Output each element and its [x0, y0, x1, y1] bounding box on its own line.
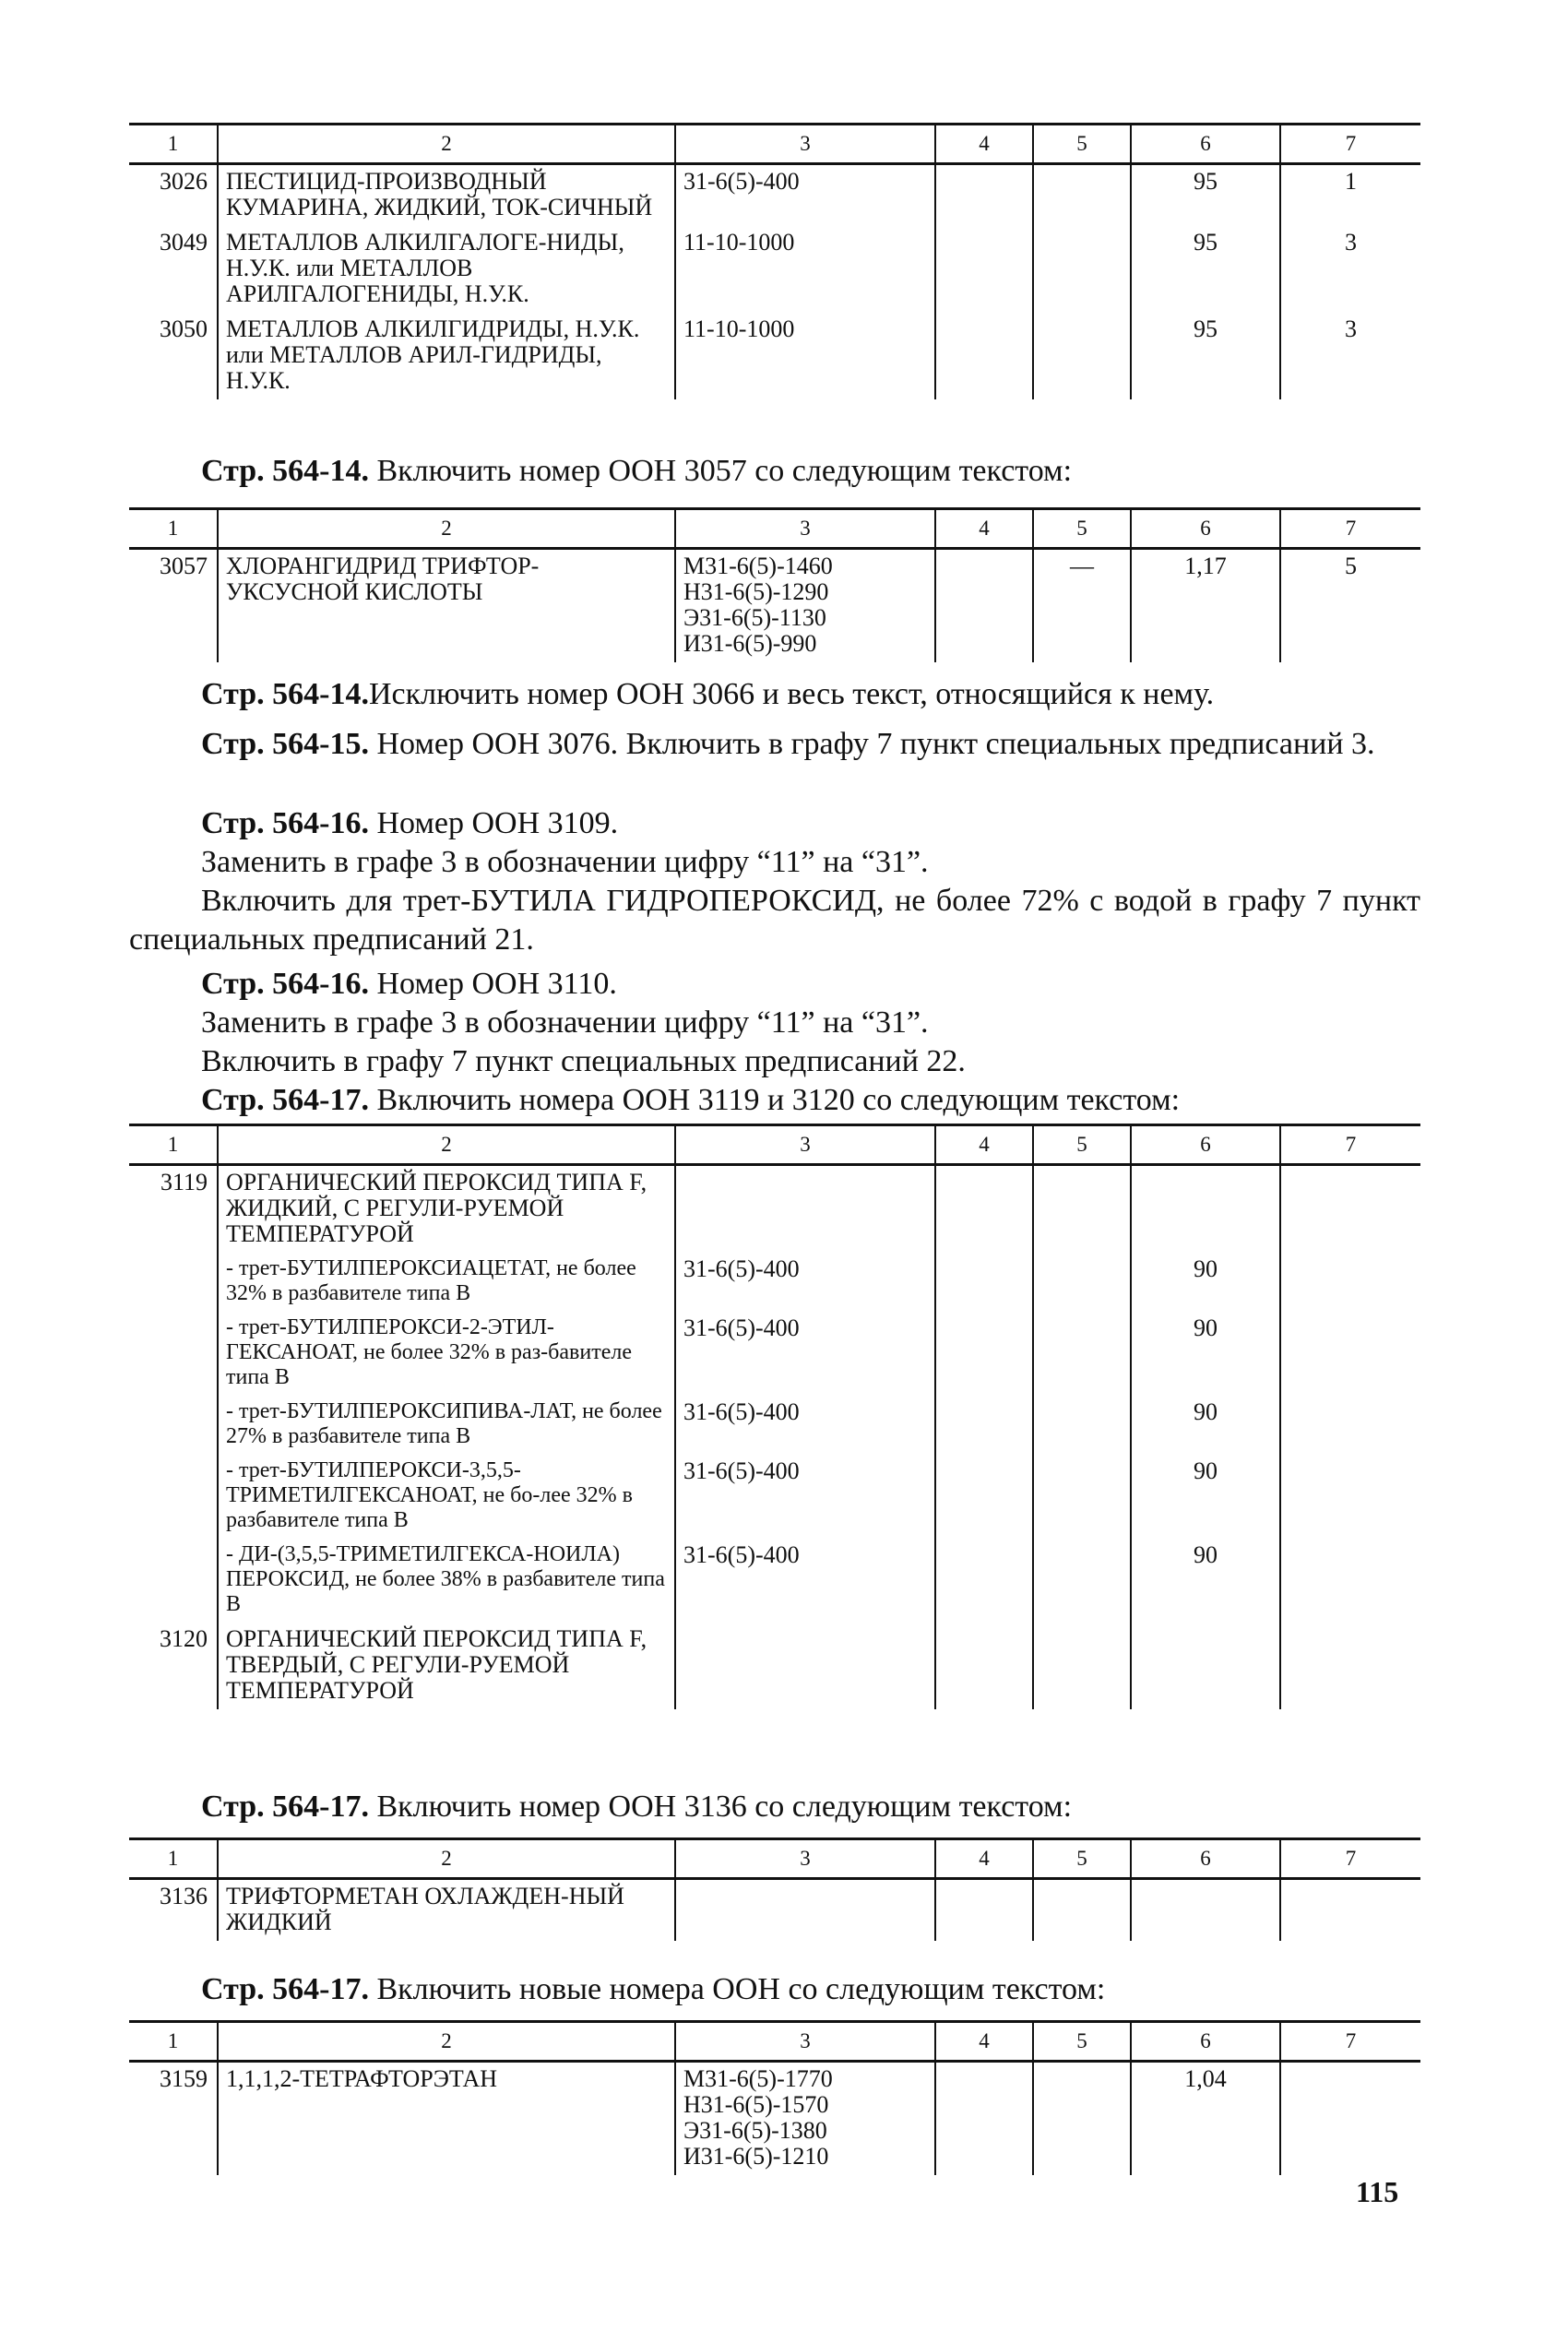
designation: 31-6(5)-400	[675, 1396, 935, 1455]
table-un-3119-3120	[129, 1124, 1420, 1709]
col-6-value: 1,04	[1131, 2062, 1280, 2176]
page-reference: Стр. 564-17.	[201, 1083, 369, 1117]
page-reference: Стр. 564-15.	[201, 727, 369, 761]
substance-variant: - трет-БУТИЛПЕРОКСИ-2-ЭТИЛ-ГЕКСАНОАТ, не более 32% в раз-бавителе типа В	[218, 1312, 675, 1396]
col-6-value: 90	[1131, 1396, 1280, 1455]
instruction-text: Включить номер ООН 3057 со следующим текстом:	[368, 454, 1073, 488]
substance-name: ОРГАНИЧЕСКИЙ ПЕРОКСИД ТИПА F, ЖИДКИЙ, С РЕГУЛИ-РУЕМОЙ ТЕМПЕРАТУРОЙ	[218, 1165, 675, 1254]
instruction-text: Включить номера ООН 3119 и 3120 со следующим текстом:	[368, 1083, 1181, 1117]
designation: 31-6(5)-400	[675, 1253, 935, 1312]
col-header-6: 6	[1131, 125, 1280, 164]
col-6-value: 90	[1131, 1455, 1280, 1539]
col-4-value	[935, 164, 1033, 227]
table-row	[129, 226, 1420, 313]
col-header-6: 6	[1131, 2022, 1280, 2062]
designation-list	[675, 549, 935, 663]
col-4-value	[935, 226, 1033, 313]
col-header-4: 4	[935, 1839, 1033, 1879]
col-4-value	[935, 2062, 1033, 2176]
col-5-value	[1033, 313, 1131, 399]
designation: М31-6(5)-1460	[683, 553, 833, 579]
instruction-paragraph	[129, 725, 1420, 764]
col-6-value: 90	[1131, 1312, 1280, 1396]
un-number: 3136	[160, 1883, 208, 1909]
designation: Э31-6(5)-1130	[683, 604, 826, 631]
table-row	[129, 1623, 1420, 1709]
col-6-value: 1,17	[1131, 549, 1280, 663]
table-un-3136	[129, 1837, 1420, 1941]
page-reference: Стр. 564-14.	[201, 454, 369, 488]
table-header-row	[129, 509, 1420, 549]
col-header-1: 1	[129, 2022, 218, 2062]
table-row	[129, 549, 1420, 663]
table-row	[129, 1879, 1420, 1942]
col-header-3: 3	[675, 2022, 935, 2062]
page-reference: Стр. 564-14.	[201, 677, 369, 711]
un-number: 3049	[160, 229, 208, 256]
col-header-3: 3	[675, 1839, 935, 1879]
un-number: 3050	[160, 315, 208, 342]
page-reference: Стр. 564-17.	[201, 1790, 369, 1824]
col-6-value: 90	[1131, 1539, 1280, 1623]
un-number: 3120	[160, 1625, 208, 1652]
substance-name: 1,1,1,2-ТЕТРАФТОРЭТАН	[218, 2062, 675, 2176]
col-header-4: 4	[935, 509, 1033, 549]
instruction-text: Исключить номер ООН 3066 и весь текст, относящийся к нему.	[368, 677, 1215, 711]
substance-name: МЕТАЛЛОВ АЛКИЛГАЛОГЕ-НИДЫ, Н.У.К. или МЕТАЛЛОВ АРИЛГАЛОГЕНИДЫ, Н.У.К.	[218, 226, 675, 313]
table-subrow	[129, 1312, 1420, 1396]
col-header-1: 1	[129, 125, 218, 164]
col-4-value	[935, 549, 1033, 663]
designation: 11-10-1000	[675, 226, 935, 313]
col-7-value: 1	[1280, 164, 1420, 227]
page-reference: Стр. 564-16.	[201, 806, 369, 840]
substance-name: ОРГАНИЧЕСКИЙ ПЕРОКСИД ТИПА F, ТВЕРДЫЙ, С РЕГУЛИ-РУЕМОЙ ТЕМПЕРАТУРОЙ	[218, 1623, 675, 1709]
designation: Н31-6(5)-1570	[683, 2091, 829, 2118]
col-header-5: 5	[1033, 125, 1131, 164]
col-header-4: 4	[935, 1125, 1033, 1165]
col-header-6: 6	[1131, 509, 1280, 549]
col-5-value	[1033, 1879, 1131, 1942]
table-subrow	[129, 1396, 1420, 1455]
col-header-7: 7	[1280, 125, 1420, 164]
col-header-2: 2	[218, 1125, 675, 1165]
col-header-7: 7	[1280, 509, 1420, 549]
instruction-paragraph	[129, 965, 1492, 1004]
designation: 11-10-1000	[675, 313, 935, 399]
col-header-1: 1	[129, 1125, 218, 1165]
designation: Э31-6(5)-1380	[683, 2117, 827, 2144]
col-header-7: 7	[1280, 1839, 1420, 1879]
col-header-5: 5	[1033, 1839, 1131, 1879]
table-un-3057	[129, 507, 1420, 662]
col-header-3: 3	[675, 509, 935, 549]
col-header-6: 6	[1131, 1125, 1280, 1165]
instruction-paragraph	[129, 804, 1492, 843]
table-header-row	[129, 1839, 1420, 1879]
instruction-text: Номер ООН 3076. Включить в графу 7 пункт специальных предписаний 3.	[368, 727, 1375, 761]
table-header-row	[129, 2022, 1420, 2062]
instruction-text: Включить новые номера ООН со следующим текстом:	[368, 1972, 1106, 2006]
instruction-line: Включить для трет-БУТИЛА ГИДРОПЕРОКСИД, не более 72% с водой в графу 7 пункт специальных предписаний 21.	[129, 884, 1420, 957]
instruction-text: Номер ООН 3110.	[368, 967, 617, 1001]
instruction-paragraph	[129, 452, 1492, 491]
col-5-value: —	[1033, 549, 1131, 663]
instruction-text: Номер ООН 3109.	[368, 806, 619, 840]
col-7-value: 3	[1280, 226, 1420, 313]
designation	[675, 1879, 935, 1942]
col-header-5: 5	[1033, 2022, 1131, 2062]
col-header-4: 4	[935, 125, 1033, 164]
un-number: 3159	[160, 2065, 208, 2092]
table-row	[129, 164, 1420, 227]
col-header-7: 7	[1280, 1125, 1420, 1165]
table-subrow	[129, 1253, 1420, 1312]
designation: И31-6(5)-1210	[683, 2143, 829, 2170]
instruction-line: Включить в графу 7 пункт специальных предписаний 22.	[201, 1044, 966, 1078]
col-header-3: 3	[675, 125, 935, 164]
table-un-3026-3050	[129, 123, 1420, 399]
col-header-3: 3	[675, 1125, 935, 1165]
instruction-line: Заменить в графе 3 в обозначении цифру “11” на “31”.	[201, 1005, 929, 1040]
col-header-1: 1	[129, 1839, 218, 1879]
substance-name: ПЕСТИЦИД-ПРОИЗВОДНЫЙ КУМАРИНА, ЖИДКИЙ, ТОК-СИЧНЫЙ	[218, 164, 675, 227]
substance-name: ТРИФТОРМЕТАН ОХЛАЖДЕН-НЫЙ ЖИДКИЙ	[218, 1879, 675, 1942]
col-header-2: 2	[218, 2022, 675, 2062]
col-5-value	[1033, 226, 1131, 313]
instruction-paragraph	[129, 1788, 1492, 1826]
page-reference: Стр. 564-17.	[201, 1972, 369, 2006]
col-header-6: 6	[1131, 1839, 1280, 1879]
table-header-row	[129, 1125, 1420, 1165]
col-7-value	[1280, 2062, 1420, 2176]
designation-list	[675, 2062, 935, 2176]
col-7-value	[1280, 1879, 1420, 1942]
instruction-line: Заменить в графе 3 в обозначении цифру “11” на “31”.	[201, 845, 929, 879]
instruction-paragraph	[129, 1081, 1492, 1120]
col-7-value: 5	[1280, 549, 1420, 663]
un-number: 3057	[160, 553, 208, 579]
designation: М31-6(5)-1770	[683, 2065, 833, 2092]
table-row	[129, 1165, 1420, 1254]
col-4-value	[935, 313, 1033, 399]
col-header-2: 2	[218, 125, 675, 164]
substance-name: ХЛОРАНГИДРИД ТРИФТОР-УКСУСНОЙ КИСЛОТЫ	[218, 549, 675, 663]
col-6-value: 90	[1131, 1253, 1280, 1312]
col-6-value: 95	[1131, 164, 1280, 227]
table-row	[129, 313, 1420, 399]
instruction-paragraph	[129, 1970, 1492, 2009]
col-6-value	[1131, 1879, 1280, 1942]
substance-variant: - трет-БУТИЛПЕРОКСИПИВА-ЛАТ, не более 27% в разбавителе типа В	[218, 1396, 675, 1455]
col-header-4: 4	[935, 2022, 1033, 2062]
designation: 31-6(5)-400	[675, 1455, 935, 1539]
instruction-text: Включить номер ООН 3136 со следующим текстом:	[368, 1790, 1073, 1824]
substance-variant: - трет-БУТИЛПЕРОКСИАЦЕТАТ, не более 32% в разбавителе типа В	[218, 1253, 675, 1312]
table-header-row	[129, 125, 1420, 164]
page-number: 115	[1356, 2175, 1399, 2208]
col-6-value: 95	[1131, 226, 1280, 313]
designation: 31-6(5)-400	[675, 164, 935, 227]
table-row	[129, 2062, 1420, 2176]
page-reference: Стр. 564-16.	[201, 967, 369, 1001]
substance-name: МЕТАЛЛОВ АЛКИЛГИДРИДЫ, Н.У.К. или МЕТАЛЛОВ АРИЛ-ГИДРИДЫ, Н.У.К.	[218, 313, 675, 399]
designation: И31-6(5)-990	[683, 630, 817, 657]
col-header-2: 2	[218, 509, 675, 549]
col-6-value: 95	[1131, 313, 1280, 399]
table-subrow	[129, 1455, 1420, 1539]
instruction-paragraph	[129, 675, 1492, 714]
table-subrow	[129, 1539, 1420, 1623]
col-5-value	[1033, 2062, 1131, 2176]
designation: 31-6(5)-400	[675, 1312, 935, 1396]
col-header-5: 5	[1033, 509, 1131, 549]
designation: 31-6(5)-400	[675, 1539, 935, 1623]
substance-variant: - ДИ-(3,5,5-ТРИМЕТИЛГЕКСА-НОИЛА) ПЕРОКСИД, не более 38% в разбавителе типа В	[218, 1539, 675, 1623]
col-header-2: 2	[218, 1839, 675, 1879]
un-number: 3119	[160, 1169, 208, 1195]
col-7-value: 3	[1280, 313, 1420, 399]
substance-variant: - трет-БУТИЛПЕРОКСИ-3,5,5-ТРИМЕТИЛГЕКСАНОАТ, не бо-лее 32% в разбавителе типа В	[218, 1455, 675, 1539]
col-5-value	[1033, 164, 1131, 227]
col-header-5: 5	[1033, 1125, 1131, 1165]
designation: Н31-6(5)-1290	[683, 578, 829, 605]
col-header-7: 7	[1280, 2022, 1420, 2062]
col-header-1: 1	[129, 509, 218, 549]
un-number: 3026	[160, 168, 208, 195]
col-4-value	[935, 1879, 1033, 1942]
table-un-3159	[129, 2020, 1420, 2175]
